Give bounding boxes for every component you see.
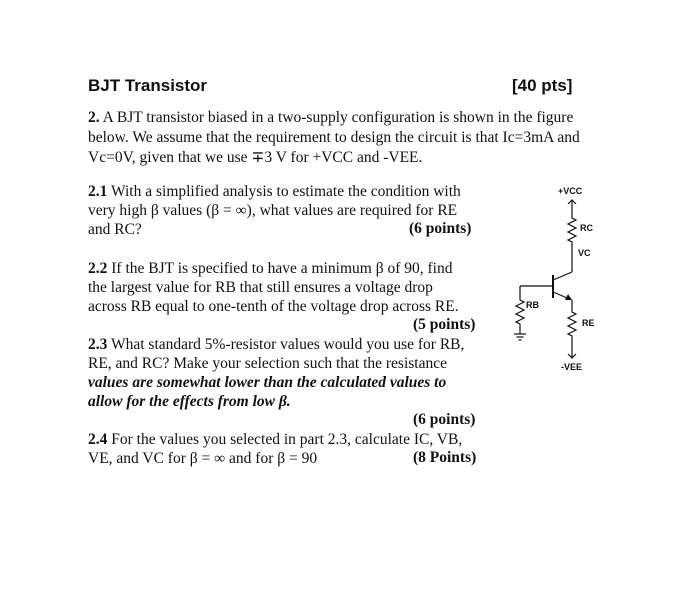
vcc-label: +VCC — [558, 186, 583, 196]
part-2-4-points: (8 Points) — [413, 449, 477, 466]
part-2-4: 2.4 For the values you selected in part 2.3, calculate IC, VB, VE, and VC for β = ∞ and for β = 90 — [88, 431, 463, 467]
page-title: BJT Transistor — [88, 76, 208, 95]
problem-line-3: Vc=0V, given that we use ∓3 V for +VCC and -VEE. — [88, 149, 423, 166]
part-2-3-points: (6 points) — [413, 411, 476, 428]
re-resistor-icon — [568, 310, 576, 350]
problem-statement — [88, 108, 623, 168]
part-2-3: 2.3 What standard 5%-resistor values would you use for RB, RE, and RC? Make your selection such that the resistance values are somewhat lower than the calculated values to allow for the effects from low β. — [88, 336, 465, 410]
rb-resistor-icon — [516, 298, 524, 330]
bjt-circuit-diagram — [505, 180, 615, 380]
re-label: RE — [582, 318, 595, 328]
part-2-1: 2.1 With a simplified analysis to estimate the condition with very high β values (β = ∞), what values are required for RE and RC? — [88, 183, 461, 238]
rc-resistor-icon — [568, 215, 576, 255]
part-2-2: 2.2 If the BJT is specified to have a minimum β of 90, find the largest value for RB that still ensures a voltage drop across RB equal to one-tenth of the voltage drop across RE. — [88, 260, 459, 315]
rc-label: RC — [580, 223, 593, 233]
problem-line-2: below. We assume that the requirement to design the circuit is that Ic=3mA and — [88, 129, 580, 146]
problem-number: 2. — [88, 109, 100, 126]
rb-label: RB — [526, 300, 539, 310]
problem-line-1: 2. A BJT transistor biased in a two-supply configuration is shown in the figure — [88, 109, 574, 126]
vee-label: -VEE — [561, 362, 583, 372]
part-2-2-points: (5 points) — [413, 316, 476, 333]
total-points: [40 pts] — [512, 76, 573, 95]
part-2-1-points: (6 points) — [409, 220, 472, 237]
vc-label: VC — [578, 248, 591, 258]
